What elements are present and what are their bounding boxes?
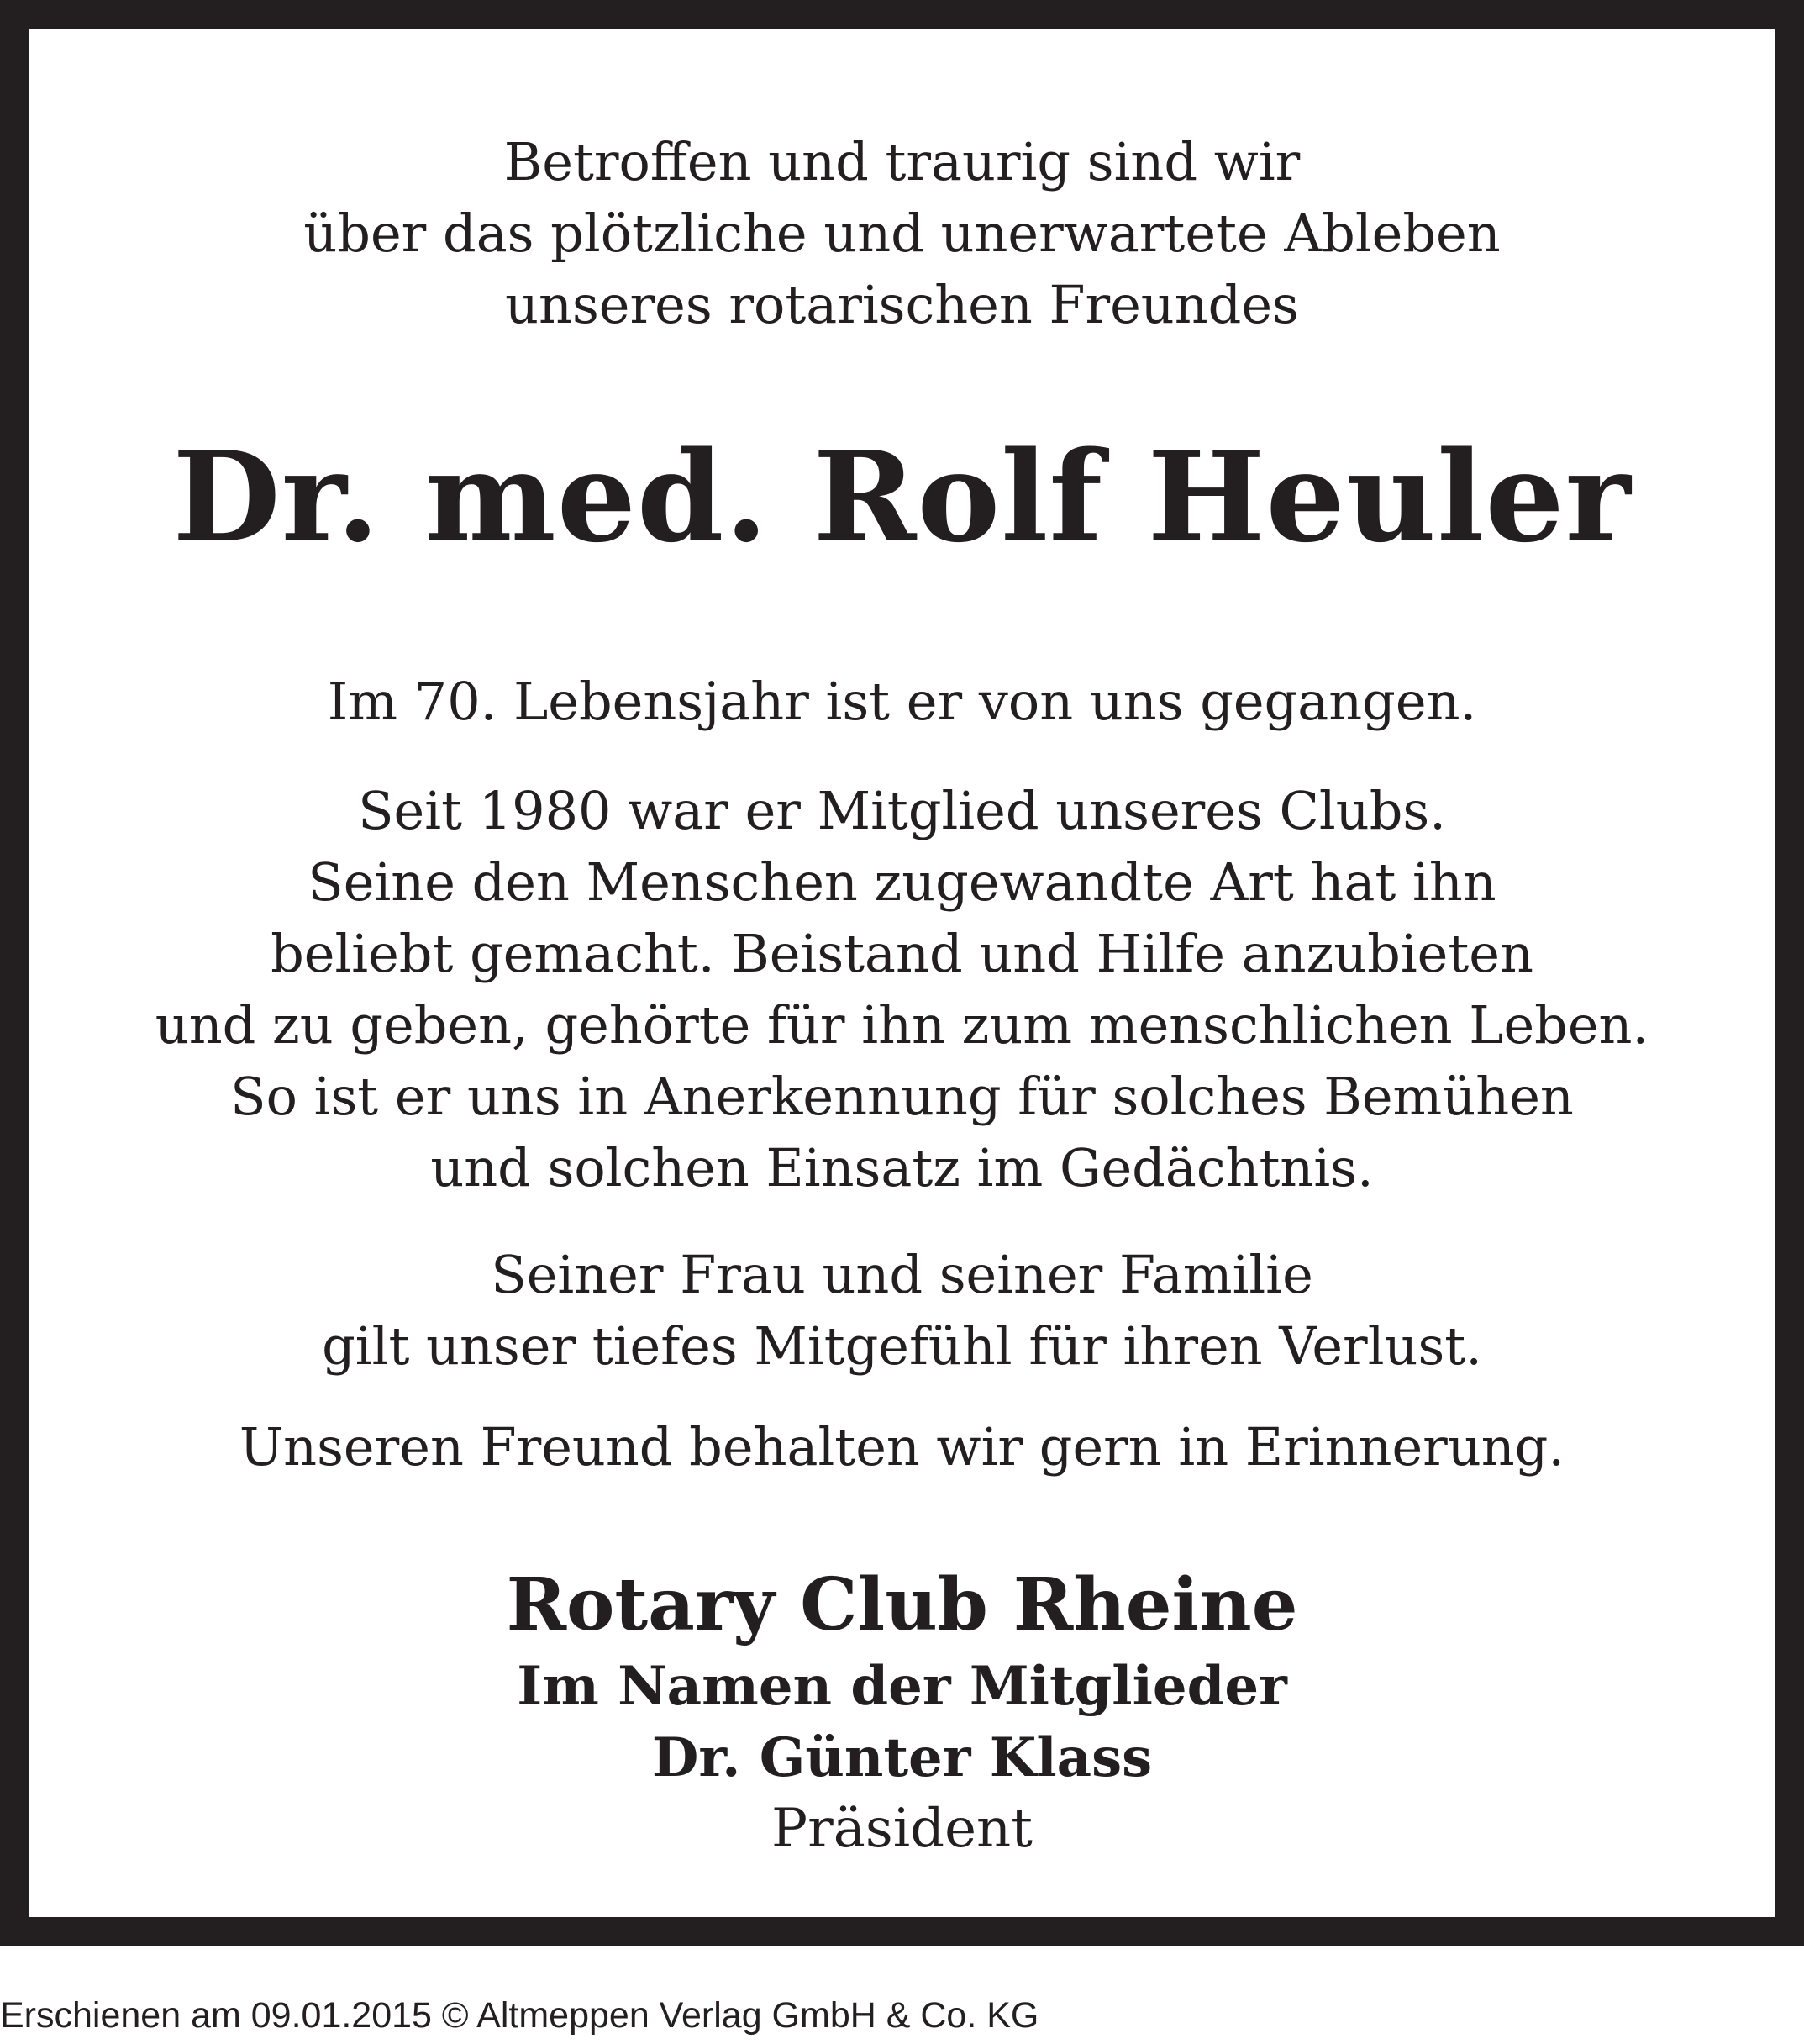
- tribute-line: Seine den Menschen zugewandte Art hat ihn: [308, 851, 1496, 913]
- tribute-paragraph: [29, 775, 1775, 1204]
- intro-line: unseres rotarischen Freundes: [505, 274, 1299, 335]
- club-name: Rotary Club Rheine: [506, 1562, 1298, 1647]
- closing-line: Unseren Freund behalten wir gern in Erinnerung.: [239, 1416, 1565, 1478]
- deceased-name: Dr. med. Rolf Heuler: [172, 424, 1632, 570]
- tribute-line: beliebt gemacht. Beistand und Hilfe anzubieten: [271, 923, 1533, 984]
- age-line: Im 70. Lebensjahr ist er von uns gegangen.: [327, 671, 1477, 732]
- signer-role: Präsident: [771, 1798, 1033, 1860]
- signature-block: [29, 1651, 1775, 1865]
- tribute-line: So ist er uns in Anerkennung für solches Bemühen: [230, 1066, 1574, 1127]
- condolence-line: Seiner Frau und seiner Familie: [491, 1244, 1313, 1305]
- tribute-line: und zu geben, gehörte für ihn zum menschlichen Leben.: [155, 994, 1649, 1056]
- condolence-line: gilt unser tiefes Mitgefühl für ihren Verlust.: [322, 1315, 1482, 1377]
- intro-paragraph: [29, 126, 1775, 340]
- intro-line: Betroffen und traurig sind wir: [503, 131, 1301, 192]
- intro-line: über das plötzliche und unerwartete Ableben: [303, 203, 1501, 264]
- signer-name: Dr. Günter Klass: [651, 1726, 1153, 1789]
- condolence-paragraph: [29, 1239, 1775, 1382]
- tribute-line: Seit 1980 war er Mitglied unseres Clubs.: [358, 780, 1446, 841]
- publication-footer: Erschienen am 09.01.2015 © Altmeppen Verlag GmbH & Co. KG: [0, 1995, 1039, 2036]
- on-behalf-line: Im Namen der Mitglieder: [517, 1655, 1287, 1718]
- tribute-line: und solchen Einsatz im Gedächtnis.: [430, 1137, 1374, 1198]
